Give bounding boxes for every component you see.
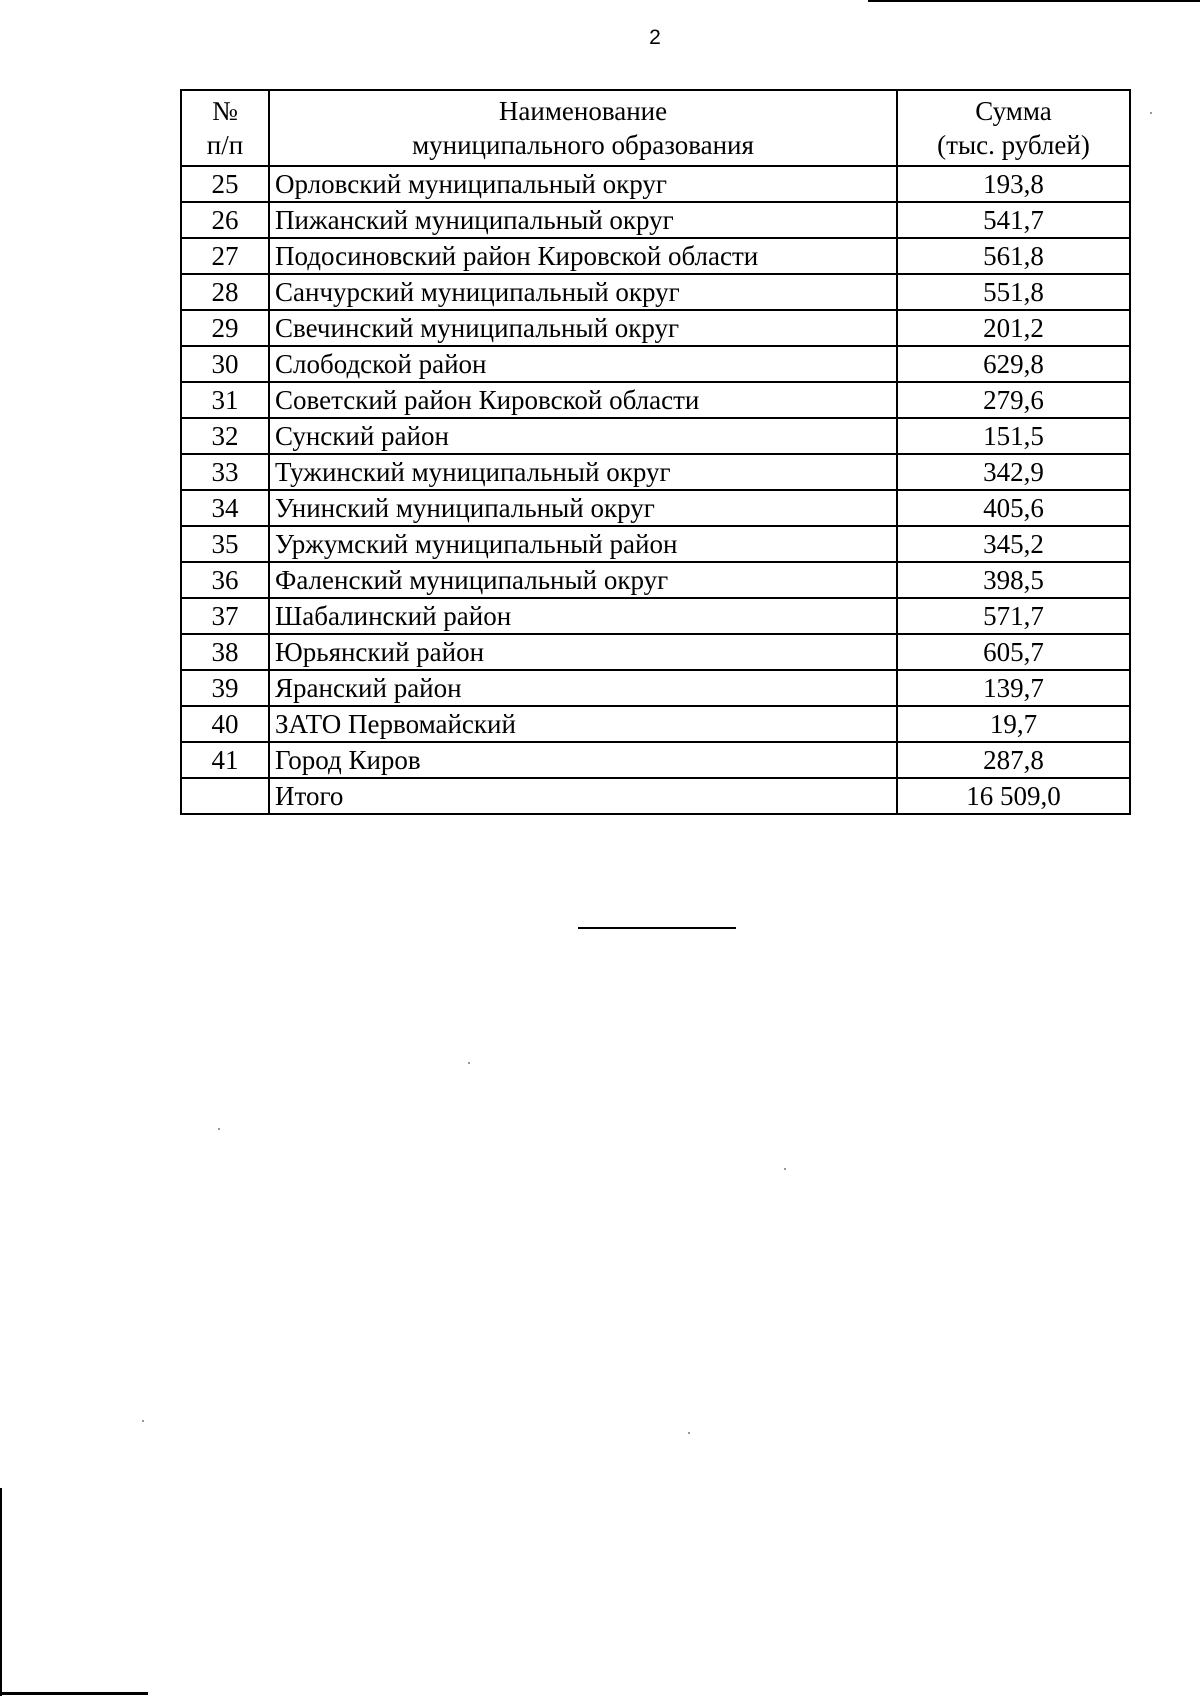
row-name: ЗАТО Первомайский [269,706,897,742]
row-number: 27 [181,238,269,274]
row-sum: 279,6 [897,382,1130,418]
table-total-row [181,778,1130,814]
scan-edge-line-left [0,1488,2,1696]
scan-speck [468,1062,470,1064]
row-sum: 139,7 [897,670,1130,706]
row-name: Тужинский муниципальный округ [269,454,897,490]
page-number: 2 [649,26,661,49]
row-name: Сунский район [269,418,897,454]
table-row [181,166,1130,202]
row-sum: 287,8 [897,742,1130,778]
row-name: Санчурский муниципальный округ [269,274,897,310]
row-name: Юрьянский район [269,634,897,670]
row-name: Город Киров [269,742,897,778]
table-row [181,454,1130,490]
row-sum: 571,7 [897,598,1130,634]
header-number-line-1: № [212,96,238,126]
row-name: Подосиновский район Кировской области [269,238,897,274]
total-number [181,778,269,814]
total-label: Итого [269,778,897,814]
table-row [181,382,1130,418]
end-of-document-rule [578,927,736,929]
table-row [181,274,1130,310]
table-row [181,310,1130,346]
scan-edge-line-top [868,0,1200,2]
header-sum-line-2: (тыс. рублей) [937,130,1090,160]
header-sum [897,90,1130,166]
table-row [181,418,1130,454]
table-row [181,490,1130,526]
row-number: 38 [181,634,269,670]
row-name: Свечинский муниципальный округ [269,310,897,346]
row-number: 26 [181,202,269,238]
row-sum: 605,7 [897,634,1130,670]
row-number: 28 [181,274,269,310]
row-name: Яранский район [269,670,897,706]
row-sum: 398,5 [897,562,1130,598]
header-name-line-1: Наименование [498,96,668,126]
row-name: Фаленский муниципальный округ [269,562,897,598]
row-number: 31 [181,382,269,418]
header-sum-line-1: Сумма [975,96,1052,126]
table-header-row [181,90,1130,166]
scan-speck [688,1432,690,1434]
row-sum: 629,8 [897,346,1130,382]
row-number: 40 [181,706,269,742]
table-row [181,562,1130,598]
row-sum: 405,6 [897,490,1130,526]
header-name [269,90,897,166]
table-row [181,598,1130,634]
row-name: Уржумский муниципальный район [269,526,897,562]
row-number: 36 [181,562,269,598]
table-row [181,706,1130,742]
municipal-sums-table [180,89,1131,815]
row-number: 33 [181,454,269,490]
header-name-line-2: муниципального образования [412,130,754,160]
table-row [181,670,1130,706]
scan-speck [142,1420,144,1422]
scan-edge-line-bottom [0,1692,148,1695]
table-row [181,238,1130,274]
row-sum: 561,8 [897,238,1130,274]
scan-speck [218,1128,220,1130]
row-number: 41 [181,742,269,778]
row-number: 32 [181,418,269,454]
table-row [181,346,1130,382]
table-row [181,742,1130,778]
row-number: 34 [181,490,269,526]
row-number: 29 [181,310,269,346]
row-number: 39 [181,670,269,706]
header-number-line-2: п/п [206,130,244,160]
row-sum: 19,7 [897,706,1130,742]
row-number: 37 [181,598,269,634]
row-sum: 193,8 [897,166,1130,202]
row-number: 25 [181,166,269,202]
row-sum: 342,9 [897,454,1130,490]
table-row [181,202,1130,238]
row-name: Унинский муниципальный округ [269,490,897,526]
row-name: Слободской район [269,346,897,382]
row-name: Орловский муниципальный округ [269,166,897,202]
row-name: Советский район Кировской области [269,382,897,418]
table-row [181,634,1130,670]
row-name: Шабалинский район [269,598,897,634]
row-number: 35 [181,526,269,562]
row-sum: 151,5 [897,418,1130,454]
row-sum: 551,8 [897,274,1130,310]
row-number: 30 [181,346,269,382]
row-sum: 541,7 [897,202,1130,238]
header-number [181,90,269,166]
row-sum: 345,2 [897,526,1130,562]
scan-speck [1150,112,1152,114]
scan-speck [784,1168,786,1170]
table-row [181,526,1130,562]
row-sum: 201,2 [897,310,1130,346]
total-sum: 16 509,0 [897,778,1130,814]
row-name: Пижанский муниципальный округ [269,202,897,238]
